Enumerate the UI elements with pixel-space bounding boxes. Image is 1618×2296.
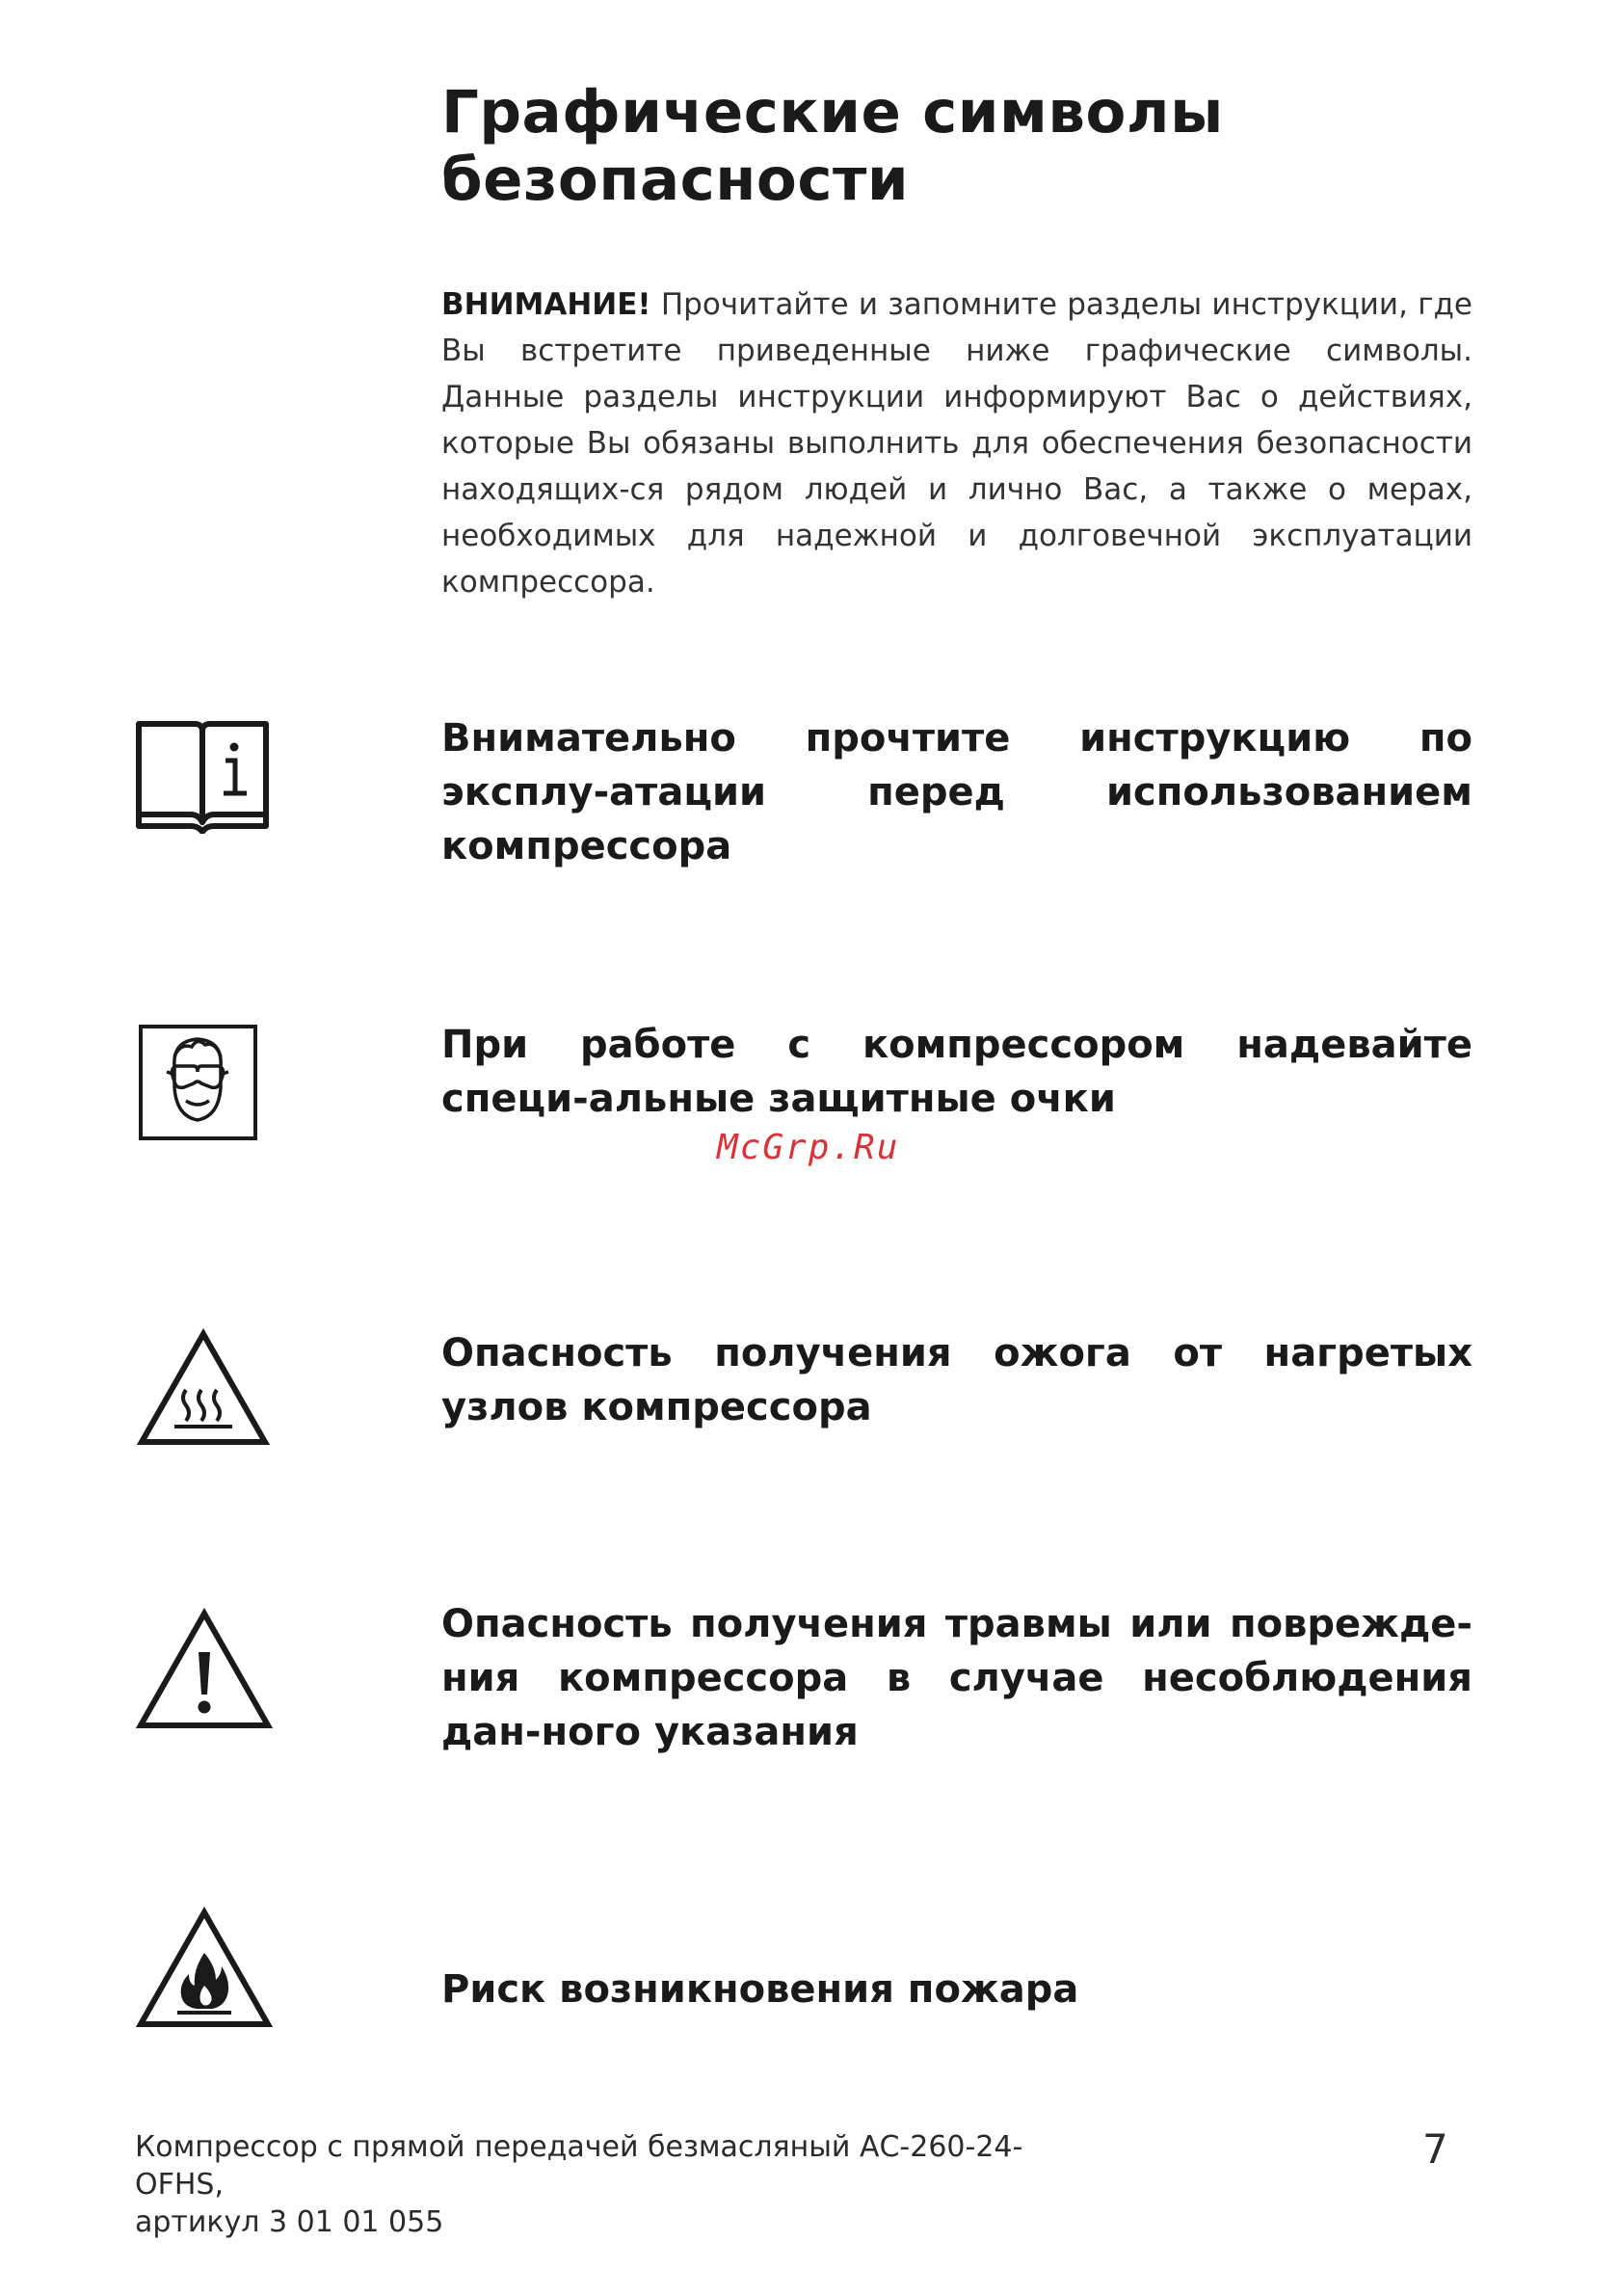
attention-label: ВНИМАНИЕ! xyxy=(441,287,651,322)
safety-goggles-icon xyxy=(138,1024,258,1141)
footer-product-info xyxy=(135,2128,1099,2241)
symbol-text-fire-risk: Риск возникновения пожара xyxy=(441,1967,1079,2012)
page-title-line-2: безопасности xyxy=(441,146,910,214)
page-number: 7 xyxy=(1422,2125,1448,2173)
intro-text: Прочитайте и запомните разделы инструкции, где Вы встретите приведенные ниже графические символы. Данные разделы инструкции информируют Вас о действиях, которые Вы обязаны выполнить для обеспечения безопасности находящих-ся рядом людей и лично Вас, а также о мерах, необходимых для надежной и долговечной эксплуатации компрессора. xyxy=(441,287,1472,600)
symbol-text-goggles: При работе с компрессором надевайте специ-альные защитные очки xyxy=(441,1023,1472,1121)
symbol-text-hot-surface: Опасность получения ожога от нагретых узлов компрессора xyxy=(441,1331,1472,1429)
footer-article-number: артикул 3 01 01 055 xyxy=(135,2205,444,2239)
manual-book-icon xyxy=(135,718,270,834)
page-title-line-1: Графические символы xyxy=(441,78,1224,147)
symbol-text-manual: Внимательно прочтите инструкцию по эксплу-атации перед использованием компрессора xyxy=(441,716,1472,868)
hot-surface-warning-icon xyxy=(136,1328,271,1448)
symbol-text-injury-warning: Опасность получения травмы или поврежде-ния компрессора в случае несоблюдения дан-ного указания xyxy=(441,1602,1472,1754)
page-title xyxy=(441,79,1501,214)
watermark: McGrp.Ru xyxy=(717,1128,900,1167)
intro-paragraph xyxy=(441,281,1472,605)
fire-warning-icon xyxy=(135,1907,274,2030)
exclamation-warning-icon xyxy=(135,1608,274,1731)
footer-product-name: Компрессор с прямой передачей безмасляный АС-260-24-OFHS, xyxy=(135,2130,1023,2202)
